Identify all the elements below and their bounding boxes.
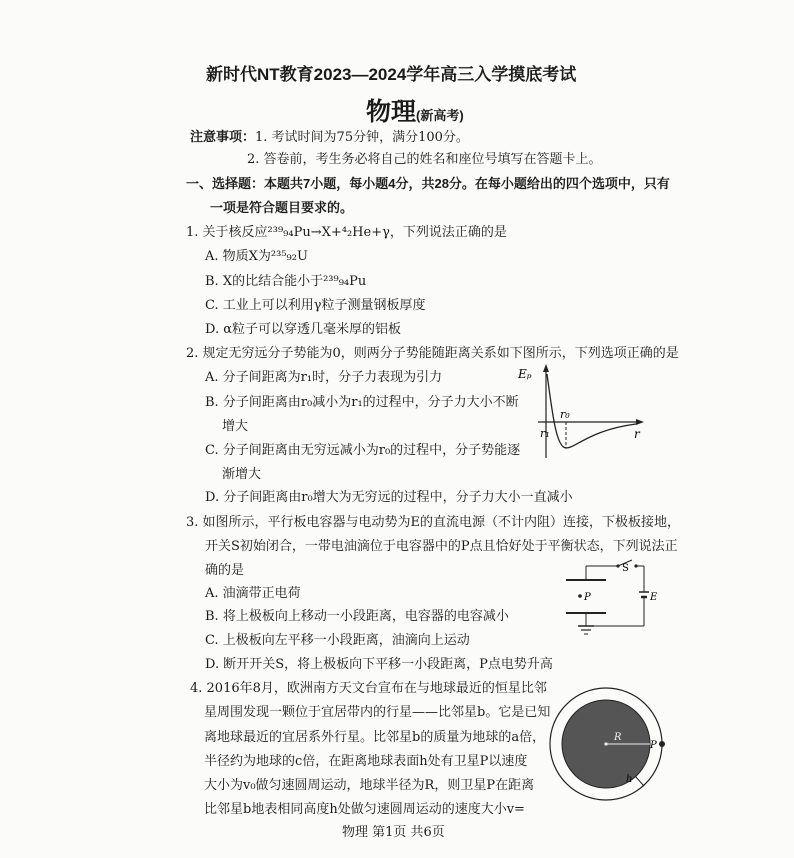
subject-title xyxy=(366,92,464,128)
q4-line3: 离地球最近的宜居系外行星。比邻星b的质量为地球的a倍， xyxy=(204,730,546,745)
graph-r1-label: r₁ xyxy=(540,427,550,440)
q4-line6: 比邻星b地表相同高度h处做匀速圆周运动的速度大小v= xyxy=(204,802,525,817)
q3-stem-line3: 确的是 xyxy=(205,563,245,578)
subject-edition: (新高考) xyxy=(416,108,464,123)
q2-option-a: A. 分子间距离为r₁时，分子力表现为引力 xyxy=(205,370,443,385)
q4-line4: 半径约为地球的c倍，在距离地球表面h处有卫星P以速度 xyxy=(204,754,528,769)
planet-orbit-figure xyxy=(546,678,666,808)
planet-center xyxy=(604,742,607,745)
q3-option-a: A. 油滴带正电荷 xyxy=(205,586,301,601)
q4-line2: 星周围发现一颗位于宜居带内的行星——比邻星b。它是已知 xyxy=(204,705,551,720)
capacitor-circuit xyxy=(556,558,666,638)
switch-contact xyxy=(616,564,619,567)
satellite-label: P xyxy=(650,740,657,751)
height-marker xyxy=(635,776,644,786)
satellite-p xyxy=(659,741,665,747)
note-item-1: 1. 考试时间为75分钟，满分100分。 xyxy=(255,130,469,145)
notes-line-1 xyxy=(190,128,469,147)
switch-label: S xyxy=(622,563,629,574)
q2-stem: 2. 规定无穷远分子势能为0，则两分子势能随距离关系如下图所示，下列选项正确的是 xyxy=(186,346,679,361)
graph-x-label: r xyxy=(634,427,640,441)
q2-option-d: D. 分子间距离由r₀增大为无穷远的过程中，分子力大小一直减小 xyxy=(205,490,573,505)
point-p-label: P xyxy=(584,592,591,603)
q2-option-c-line1: C. 分子间距离由无穷远减小为r₀的过程中，分子势能逐 xyxy=(205,443,521,458)
subject-name: 物理 xyxy=(366,98,417,126)
exam-title: 新时代NT教育2023—2024学年高三入学摸底考试 xyxy=(206,65,577,84)
oil-drop-point xyxy=(578,594,582,598)
q2-option-b-line1: B. 分子间距离由r₀减小为r₁的过程中，分子力大小不断 xyxy=(205,395,519,410)
q1-stem: 1. 关于核反应²³⁹₉₄Pu→X+⁴₂He+γ，下列说法正确的是 xyxy=(186,225,507,240)
potential-energy-graph xyxy=(510,360,645,460)
graph-y-arrow xyxy=(543,364,549,372)
notes-label: 注意事项： xyxy=(190,129,256,144)
graph-y-label: Eₚ xyxy=(518,367,532,381)
q3-option-b: B. 将上极板向上移动一小段距离，电容器的电容减小 xyxy=(205,609,509,624)
q2-option-b-line2: 增大 xyxy=(222,419,249,434)
section1-line-2: 一项是符合题目要求的。 xyxy=(210,200,354,215)
q2-option-c-line2: 渐增大 xyxy=(222,467,262,482)
q1-option-a: A. 物质X为²³⁵₉₂U xyxy=(205,249,308,264)
q3-stem-line2: 开关S初始闭合，一带电油滴位于电容器中的P点且恰好处于平衡状态，下列说法正 xyxy=(205,539,678,554)
q4-line5: 大小为v₀做匀速圆周运动，地球半径为R，则卫星P在距离 xyxy=(204,778,535,793)
q4-line1: 4. 2016年8月，欧洲南方天文台宣布在与地球最近的恒星比邻 xyxy=(190,681,547,696)
graph-r0-label: r₀ xyxy=(560,408,570,421)
height-label: h xyxy=(626,774,633,785)
emf-label: E xyxy=(650,592,658,603)
section1-line-1: 一、选择题：本题共7小题，每小题4分，共28分。在每小题给出的四个选项中，只有 xyxy=(186,176,670,191)
q3-option-d: D. 断开开关S，将上极板向下平移一小段距离，P点电势升高 xyxy=(205,657,553,672)
q3-stem-line1: 3. 如图所示，平行板电容器与电动势为E的直流电源（不计内阻）连接，下极板接地， xyxy=(186,515,681,530)
q3-option-c: C. 上极板向左平移一小段距离，油滴向上运动 xyxy=(205,633,470,648)
radius-label: R xyxy=(614,732,622,743)
page-footer: 物理 第1页 共6页 xyxy=(342,825,445,840)
note-item-2: 2. 答卷前，考生务必将自己的姓名和座位号填写在答题卡上。 xyxy=(247,152,602,167)
q1-option-d: D. α粒子可以穿透几毫米厚的铝板 xyxy=(205,322,402,337)
q1-option-b: B. X的比结合能小于²³⁹₉₄Pu xyxy=(205,274,367,289)
q1-option-c: C. 工业上可以利用γ粒子测量钢板厚度 xyxy=(205,298,426,313)
graph-x-arrow xyxy=(636,419,644,425)
